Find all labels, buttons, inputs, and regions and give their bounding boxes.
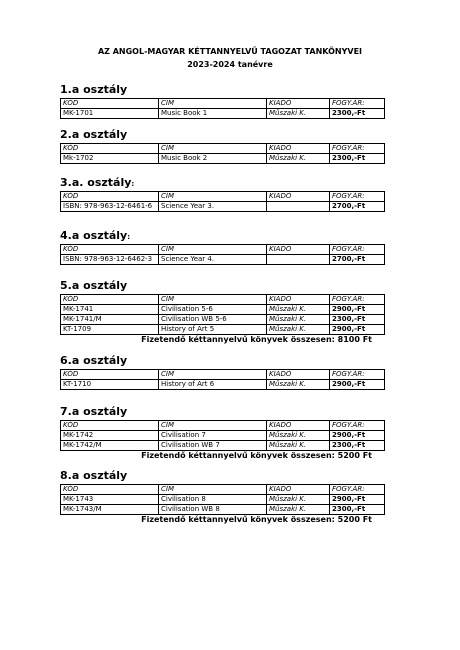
section-heading-suffix: : — [127, 233, 131, 241]
book-table — [60, 98, 385, 119]
title-cell: Science Year 3. — [159, 202, 267, 212]
section-heading — [60, 128, 380, 142]
table-row — [61, 305, 385, 315]
code-cell: MK-1743/M — [61, 505, 159, 515]
section-heading-suffix: : — [131, 180, 135, 188]
table-row — [61, 431, 385, 441]
grade-section — [60, 354, 380, 390]
book-table — [60, 484, 385, 515]
table-row — [61, 495, 385, 505]
column-header: CÍM — [159, 99, 267, 109]
code-cell: KT-1710 — [61, 380, 159, 390]
code-cell: MK-1741/M — [61, 315, 159, 325]
section-total: Fizetendő kéttannyelvű könyvek összesen: 8100 Ft — [141, 335, 372, 344]
publisher-cell: Műszaki K. — [267, 505, 330, 515]
column-header: FOGY.ÁR: — [330, 144, 385, 154]
section-total: Fizetendő kéttannyelvű könyvek összesen: 5200 Ft — [141, 451, 372, 460]
price-cell: 2700,-Ft — [330, 202, 385, 212]
table-row — [61, 505, 385, 515]
column-header: KÓD — [61, 192, 159, 202]
column-header: CÍM — [159, 245, 267, 255]
column-header: FOGY.ÁR: — [330, 99, 385, 109]
column-header: KIADÓ — [267, 144, 330, 154]
section-heading — [60, 176, 380, 190]
title-cell: Civilisation WB 7 — [159, 441, 267, 451]
grade-section — [60, 176, 380, 212]
book-table — [60, 369, 385, 390]
code-cell: MK-1741 — [61, 305, 159, 315]
code-cell: MK-1743 — [61, 495, 159, 505]
column-header: FOGY.ÁR: — [330, 245, 385, 255]
table-header-row — [61, 485, 385, 495]
column-header: FOGY.ÁR: — [330, 192, 385, 202]
code-cell: KT-1709 — [61, 325, 159, 335]
column-header: CÍM — [159, 295, 267, 305]
book-table — [60, 143, 385, 164]
price-cell: 2900,-Ft — [330, 495, 385, 505]
publisher-cell: Műszaki K. — [267, 380, 330, 390]
table-row — [61, 255, 385, 265]
code-cell: Mk-1702 — [61, 154, 159, 164]
column-header: KÓD — [61, 421, 159, 431]
table-row — [61, 380, 385, 390]
title-cell: Civilisation 8 — [159, 495, 267, 505]
price-cell: 2900,-Ft — [330, 431, 385, 441]
column-header: FOGY.ÁR: — [330, 485, 385, 495]
document-subtitle: 2023-2024 tanévre — [187, 60, 273, 69]
table-header-row — [61, 295, 385, 305]
table-header-row — [61, 144, 385, 154]
title-cell: History of Art 5 — [159, 325, 267, 335]
column-header: CÍM — [159, 370, 267, 380]
code-cell: MK-1701 — [61, 109, 159, 119]
column-header: CÍM — [159, 485, 267, 495]
title-cell: Science Year 4. — [159, 255, 267, 265]
table-row — [61, 109, 385, 119]
section-heading-text: 1.a osztály — [60, 83, 128, 96]
section-heading-text: 3.a. osztály — [60, 176, 132, 189]
grade-section — [60, 405, 380, 461]
price-cell: 2300,-Ft — [330, 109, 385, 119]
section-heading-text: 6.a osztály — [60, 354, 128, 367]
column-header: KÓD — [61, 295, 159, 305]
section-total: Fizetendő kéttannyelvű könyvek összesen: 5200 Ft — [141, 515, 372, 524]
publisher-cell: Műszaki K. — [267, 441, 330, 451]
title-cell: Music Book 1 — [159, 109, 267, 119]
grade-section — [60, 469, 380, 525]
section-heading — [60, 354, 380, 368]
publisher-cell: Műszaki K. — [267, 495, 330, 505]
column-header: KIADÓ — [267, 370, 330, 380]
publisher-cell: Műszaki K. — [267, 431, 330, 441]
price-cell: 2900,-Ft — [330, 380, 385, 390]
grade-section — [60, 229, 380, 265]
price-cell: 2900,-Ft — [330, 305, 385, 315]
table-header-row — [61, 421, 385, 431]
section-heading-text: 8.a osztály — [60, 469, 128, 482]
price-cell: 2700,-Ft — [330, 255, 385, 265]
column-header: KIADÓ — [267, 295, 330, 305]
section-heading-text: 5.a osztály — [60, 279, 128, 292]
code-cell: MK-1742 — [61, 431, 159, 441]
table-header-row — [61, 370, 385, 380]
table-header-row — [61, 192, 385, 202]
price-cell: 2300,-Ft — [330, 441, 385, 451]
title-cell: History of Art 6 — [159, 380, 267, 390]
book-table — [60, 244, 385, 265]
column-header: CÍM — [159, 144, 267, 154]
column-header: FOGY.ÁR: — [330, 295, 385, 305]
publisher-cell: Műszaki K. — [267, 154, 330, 164]
code-cell: ISBN: 978-963-12-6461-6 — [61, 202, 159, 212]
code-cell: MK-1742/M — [61, 441, 159, 451]
column-header: FOGY.ÁR: — [330, 370, 385, 380]
column-header: KÓD — [61, 245, 159, 255]
book-table — [60, 294, 385, 335]
column-header: KIADÓ — [267, 421, 330, 431]
column-header: KIADÓ — [267, 485, 330, 495]
publisher-cell: Műszaki K. — [267, 305, 330, 315]
section-heading — [60, 469, 380, 483]
price-cell: 2900,-Ft — [330, 325, 385, 335]
section-heading-text: 4.a osztály — [60, 229, 128, 242]
grade-section — [60, 83, 380, 119]
section-heading-text: 7.a osztály — [60, 405, 128, 418]
column-header: FOGY.ÁR: — [330, 421, 385, 431]
section-heading — [60, 279, 380, 293]
book-table — [60, 420, 385, 451]
column-header: KÓD — [61, 144, 159, 154]
table-header-row — [61, 245, 385, 255]
title-cell: Music Book 2 — [159, 154, 267, 164]
table-row — [61, 315, 385, 325]
column-header: CÍM — [159, 421, 267, 431]
section-heading — [60, 83, 380, 97]
table-header-row — [61, 99, 385, 109]
title-cell: Civilisation 7 — [159, 431, 267, 441]
column-header: KÓD — [61, 99, 159, 109]
column-header: KIADÓ — [267, 99, 330, 109]
publisher-cell: Műszaki K. — [267, 315, 330, 325]
publisher-cell — [267, 202, 330, 212]
price-cell: 2300,-Ft — [330, 315, 385, 325]
column-header: KIADÓ — [267, 245, 330, 255]
price-cell: 2300,-Ft — [330, 154, 385, 164]
grade-section — [60, 279, 380, 345]
document-title: AZ ANGOL-MAGYAR KÉTTANNYELVŰ TAGOZAT TANKÖNYVEI — [97, 47, 363, 56]
table-row — [61, 202, 385, 212]
column-header: KÓD — [61, 485, 159, 495]
table-row — [61, 325, 385, 335]
title-cell: Civilisation WB 8 — [159, 505, 267, 515]
column-header: CÍM — [159, 192, 267, 202]
column-header: KIADÓ — [267, 192, 330, 202]
price-cell: 2300,-Ft — [330, 505, 385, 515]
publisher-cell: Műszaki K. — [267, 325, 330, 335]
publisher-cell — [267, 255, 330, 265]
table-row — [61, 441, 385, 451]
column-header: KÓD — [61, 370, 159, 380]
title-cell: Civilisation 5-6 — [159, 305, 267, 315]
section-heading-text: 2.a osztály — [60, 128, 128, 141]
publisher-cell: Műszaki K. — [267, 109, 330, 119]
table-row — [61, 154, 385, 164]
grade-section — [60, 128, 380, 164]
code-cell: ISBN: 978-963-12-6462-3 — [61, 255, 159, 265]
book-table — [60, 191, 385, 212]
section-heading — [60, 405, 380, 419]
title-cell: Civilisation WB 5-6 — [159, 315, 267, 325]
section-heading — [60, 229, 380, 243]
